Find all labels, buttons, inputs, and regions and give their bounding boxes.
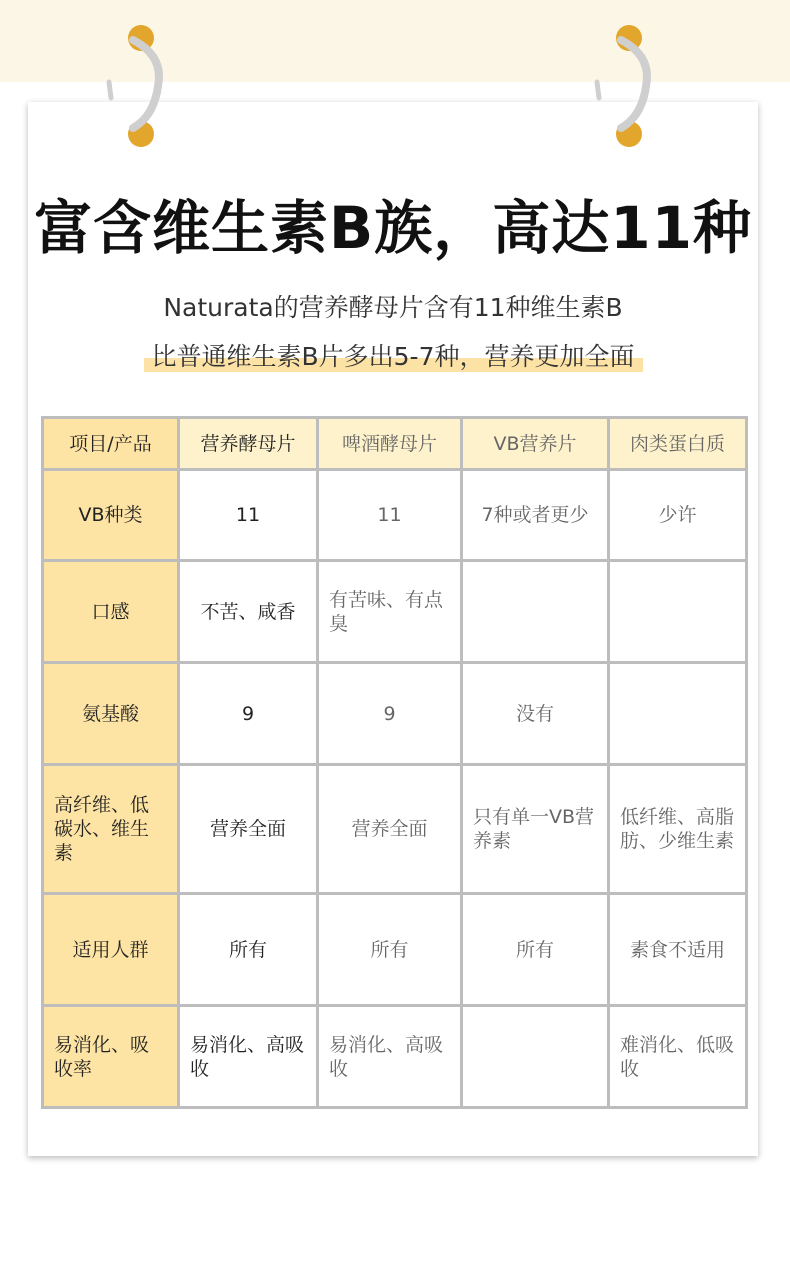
header-vb-tablet: VB营养片 xyxy=(462,418,609,470)
table-cell: 有苦味、有点臭 xyxy=(318,561,462,663)
table-cell: 营养全面 xyxy=(318,765,462,894)
table-cell: 不苦、咸香 xyxy=(179,561,318,663)
table-cell: 难消化、低吸收 xyxy=(609,1006,747,1108)
table-header-row xyxy=(43,418,747,470)
table-row xyxy=(43,663,747,765)
page-title: 富含维生素B族，高达11种 xyxy=(34,194,752,262)
table-cell xyxy=(609,561,747,663)
table-row xyxy=(43,1006,747,1108)
table-cell: 只有单一VB营养素 xyxy=(462,765,609,894)
table-row xyxy=(43,561,747,663)
row-label: 口感 xyxy=(43,561,179,663)
binder-ring-icon xyxy=(588,20,658,150)
table-row xyxy=(43,765,747,894)
subtitle-line-2-wrapper xyxy=(28,337,758,377)
table-cell: 易消化、高吸收 xyxy=(179,1006,318,1108)
row-label: 氨基酸 xyxy=(43,663,179,765)
table-cell: 9 xyxy=(179,663,318,765)
table-cell xyxy=(462,1006,609,1108)
table-cell: 没有 xyxy=(462,663,609,765)
subtitle-line-1: Naturata的营养酵母片含有11种维生素B xyxy=(163,293,623,322)
table-cell: 11 xyxy=(318,470,462,561)
table-cell: 易消化、高吸收 xyxy=(318,1006,462,1108)
table-row xyxy=(43,470,747,561)
table-cell: 低纤维、高脂肪、少维生素 xyxy=(609,765,747,894)
table-cell: 少许 xyxy=(609,470,747,561)
table-cell: 营养全面 xyxy=(179,765,318,894)
row-label: VB种类 xyxy=(43,470,179,561)
subtitle-line-2: 比普通维生素B片多出5-7种，营养更加全面 xyxy=(144,337,643,377)
table-cell xyxy=(462,561,609,663)
header-nutritional-yeast: 营养酵母片 xyxy=(179,418,318,470)
binder-ring-icon xyxy=(100,20,170,150)
row-label: 适用人群 xyxy=(43,894,179,1006)
table-cell: 11 xyxy=(179,470,318,561)
table-cell xyxy=(609,663,747,765)
table-cell: 素食不适用 xyxy=(609,894,747,1006)
row-label: 高纤维、低碳水、维生素 xyxy=(43,765,179,894)
header-brewers-yeast: 啤酒酵母片 xyxy=(318,418,462,470)
table-row xyxy=(43,894,747,1006)
header-item-product: 项目/产品 xyxy=(43,418,179,470)
table-cell: 9 xyxy=(318,663,462,765)
table-cell: 所有 xyxy=(462,894,609,1006)
table-cell: 7种或者更少 xyxy=(462,470,609,561)
header-meat-protein: 肉类蛋白质 xyxy=(609,418,747,470)
table-cell: 所有 xyxy=(179,894,318,1006)
comparison-table xyxy=(41,416,748,1109)
table-cell: 所有 xyxy=(318,894,462,1006)
row-label: 易消化、吸收率 xyxy=(43,1006,179,1108)
